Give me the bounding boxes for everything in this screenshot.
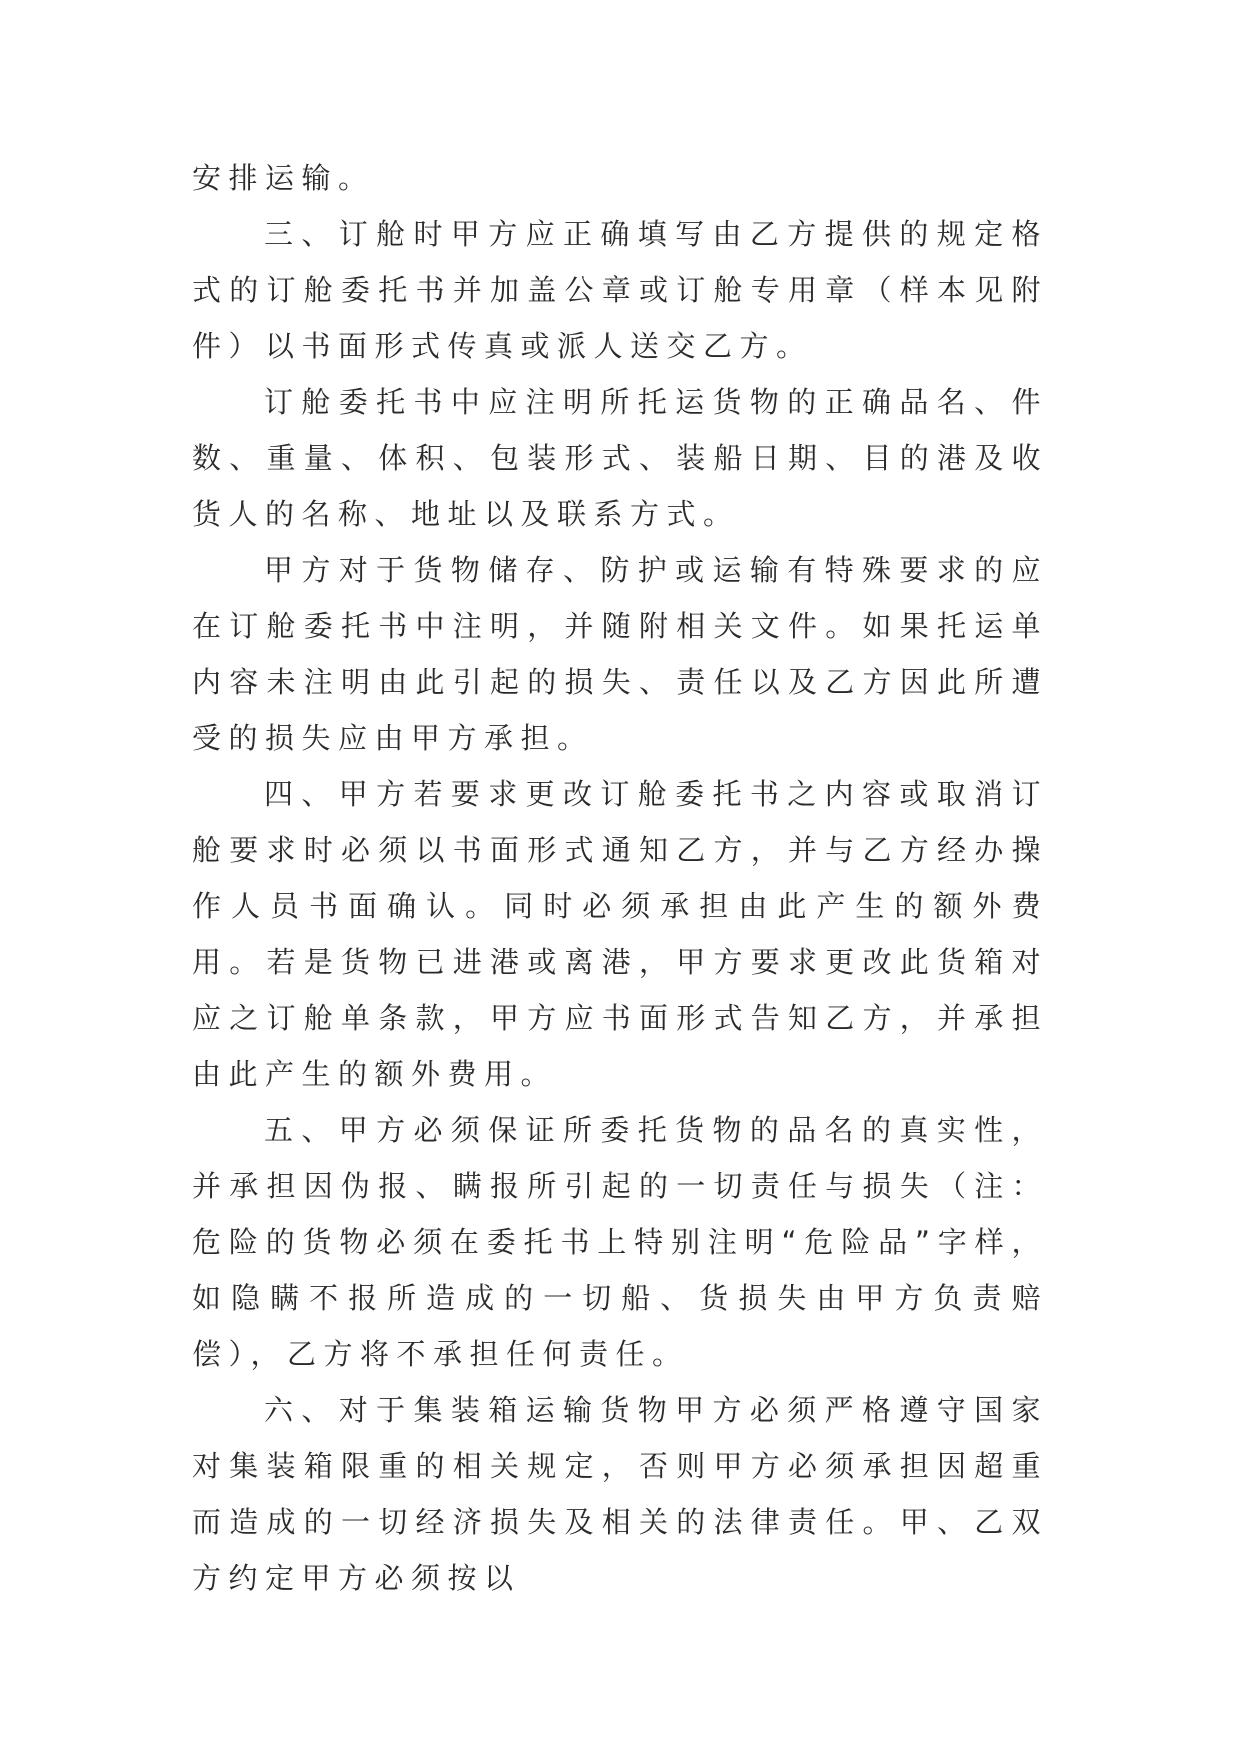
paragraph-clause-3: 三、订舱时甲方应正确填写由乙方提供的规定格式的订舱委托书并加盖公章或订舱专用章（样本见附件）以书面形式传真或派人送交乙方。 bbox=[192, 217, 1048, 363]
paragraph-continuation: 安排运输。 bbox=[192, 161, 375, 195]
paragraph-booking-details: 订舱委托书中应注明所托运货物的正确品名、件数、重量、体积、包装形式、装船日期、目的港及收货人的名称、地址以及联系方式。 bbox=[192, 385, 1048, 531]
paragraph-special-requirements: 甲方对于货物储存、防护或运输有特殊要求的应在订舱委托书中注明，并随附相关文件。如果托运单内容未注明由此引起的损失、责任以及乙方因此所遭受的损失应由甲方承担。 bbox=[192, 553, 1048, 755]
document-body bbox=[192, 150, 1048, 1606]
paragraph-clause-4: 四、甲方若要求更改订舱委托书之内容或取消订舱要求时必须以书面形式通知乙方，并与乙方经办操作人员书面确认。同时必须承担由此产生的额外费用。若是货物已进港或离港，甲方要求更改此货箱对应之订舱单条款，甲方应书面形式告知乙方，并承担由此产生的额外费用。 bbox=[192, 777, 1048, 1091]
paragraph-clause-6: 六、对于集装箱运输货物甲方必须严格遵守国家对集装箱限重的相关规定，否则甲方必须承担因超重而造成的一切经济损失及相关的法律责任。甲、乙双方约定甲方必须按以 bbox=[192, 1393, 1048, 1595]
paragraph-clause-5: 五、甲方必须保证所委托货物的品名的真实性，并承担因伪报、瞒报所引起的一切责任与损失（注：危险的货物必须在委托书上特别注明“危险品”字样，如隐瞒不报所造成的一切船、货损失由甲方负责赔偿），乙方将不承担任何责任。 bbox=[192, 1113, 1048, 1371]
